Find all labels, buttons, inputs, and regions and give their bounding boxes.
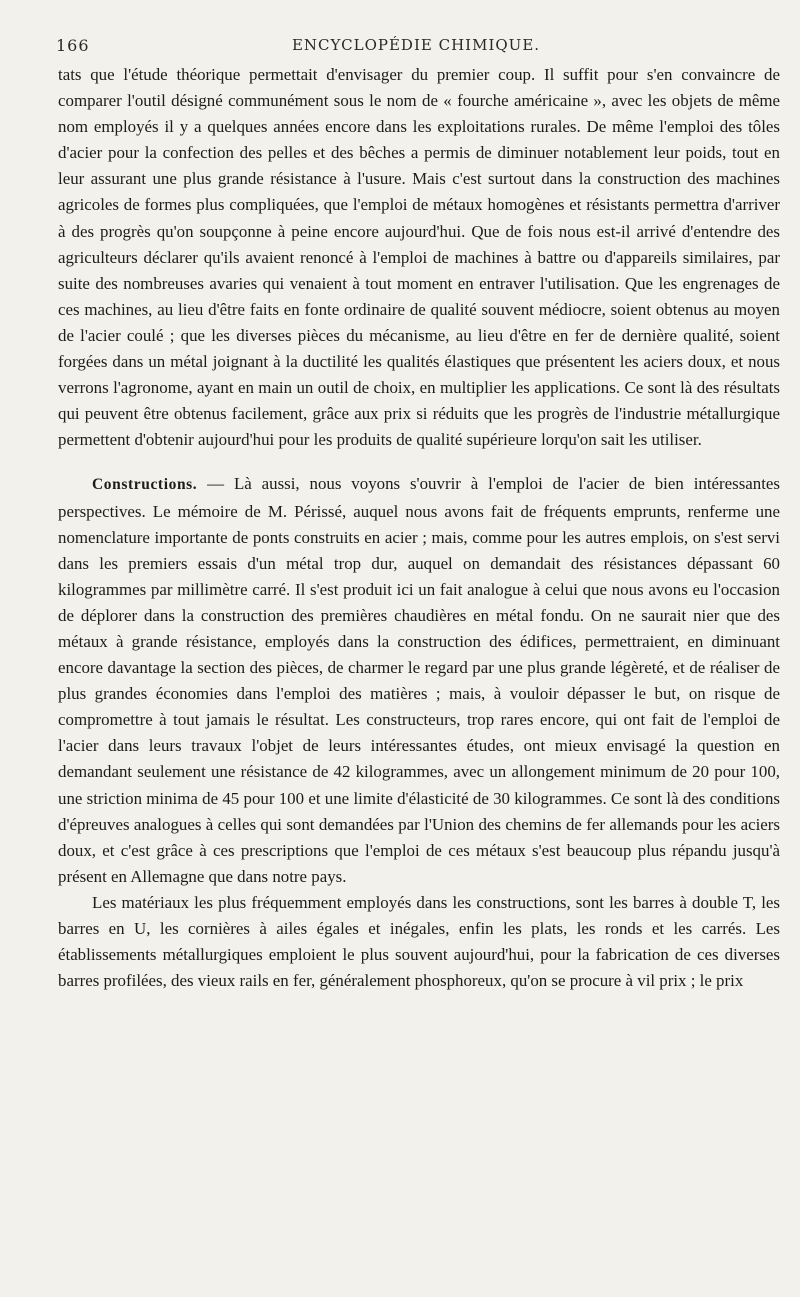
paragraph-agriculture: tats que l'étude théorique permettait d'envisager du premier coup. Il suffit pour s'en convaincre de comparer l'outil désigné communément sous le nom de « fourche américaine », avec les objets de même nom employés il y a quelques années encore dans les exploitations rurales. De même l'emploi des tôles d'acier pour la confection des pelles et des bêches a permis de diminuer notablement leur poids, tout en leur assurant une plus grande résistance à l'usure. Mais c'est surtout dans la construction des machines agricoles de formes plus compliquées, que l'emploi de métaux homogènes et résistants permettra d'arriver à des progrès qu'on soupçonne à peine encore aujourd'hui. Que de fois nous est-il arrivé d'entendre des agriculteurs déclarer qu'ils avaient renoncé à l'emploi de machines à battre ou d'appareils similaires, par suite des nombreuses avaries qui venaient à tout moment en entraver l'utilisation. Que les engrenages de ces machines, au lieu d'être faits en fonte ordinaire de qualité souvent médiocre, soient obtenus au moyen de l'acier coulé ; que les diverses pièces du mécanisme, au lieu d'être en fer de dernière qualité, soient forgées dans un métal joignant à la ductilité les qualités élastiques que présentent les aciers doux, et nous verrons l'agronome, ayant en main un outil de choix, en multiplier les applications. Ce sont là des résultats qui peuvent être obtenus facilement, grâce aux prix si réduits que les progrès de l'industrie métallurgique permettent d'obtenir aujourd'hui pour les produits de qualité supérieure lorqu'on sait les utiliser. xyxy=(58,65,780,450)
paragraph-materiaux: Les matériaux les plus fréquemment employés dans les constructions, sont les barres à double T, les barres en U, les cornières à ailes égales et inégales, enfin les plats, les ronds et les carrés. Les établissements métallurgiques emploient le plus souvent aujourd'hui, pour la fabrication de ces diverses barres profilées, des vieux rails en fer, généralement phosphoreux, qu'on se procure à vil prix ; le prix xyxy=(58,892,780,991)
section-heading-constructions: Constructions. xyxy=(92,476,198,494)
body-text xyxy=(58,62,780,994)
running-header xyxy=(56,30,776,60)
page-number: 166 xyxy=(56,36,90,55)
running-title: ENCYCLOPÉDIE CHIMIQUE. xyxy=(291,36,541,54)
paragraph-constructions xyxy=(58,471,780,890)
paragraph-constructions-text: — Là aussi, nous voyons s'ouvrir à l'emploi de l'acier de bien intéressantes perspectives. Le mémoire de M. Périssé, auquel nous avons fait de fréquents emprunts, renferme une nomenclature importante de ponts construits en acier ; mais, comme pour les autres emplois, on s'est servi dans les premiers essais d'un métal trop dur, auquel on demandait des résistances dépassant 60 kilogrammes par millimètre carré. Il s'est produit ici un fait analogue à celui que nous avons eu l'occasion de déplorer dans la construction des premières chaudières en métal fondu. On ne saurait nier que des métaux à grande résistance, employés dans la construction des édifices, permettraient, en diminuant encore davantage la section des pièces, de charmer le regard par une plus grande légèreté, et de réaliser de plus grandes économies dans l'emploi des matières ; mais, à vouloir dépasser le but, on risque de compromettre à tout jamais le résultat. Les constructeurs, trop rares encore, qui ont fait de l'emploi de l'acier dans leurs travaux l'objet de leurs intéressantes études, ont mieux envisagé la question en demandant seulement une résistance de 42 kilogrammes, avec un allongement minimum de 20 pour 100, une striction minima de 45 pour 100 et une limite d'élasticité de 30 kilogrammes. Ce sont là des conditions d'épreuves analogues à celles qui sont demandées par l'Union des chemins de fer allemands pour les aciers doux, et c'est grâce à ces prescriptions que l'emploi de ces métaux s'est beaucoup plus répandu jusqu'à présent en Allemagne que dans notre pays. xyxy=(58,474,780,886)
